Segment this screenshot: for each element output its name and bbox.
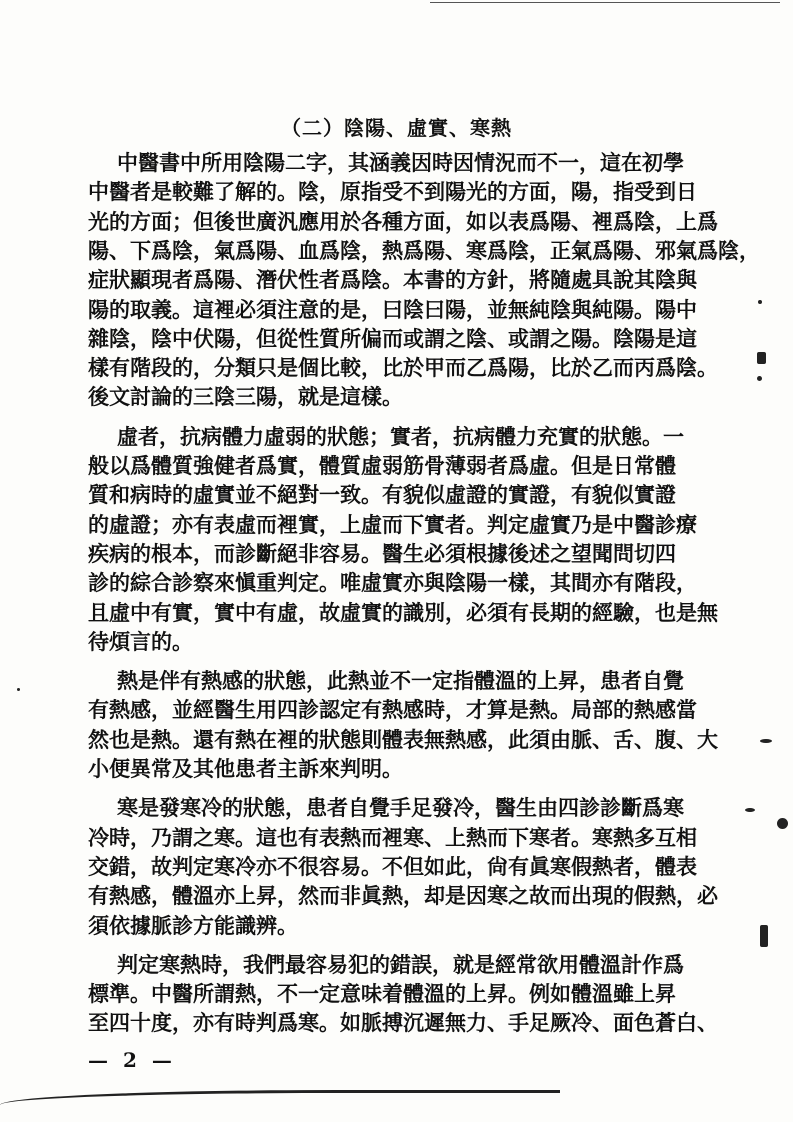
page-number: — 2 — — [88, 1048, 176, 1072]
text-line: 質和病時的虛實並不絕對一致。有貌似虛證的實證，有貌似實證 — [88, 482, 676, 508]
scan-speck — [17, 688, 20, 691]
text-line: 般以爲體質強健者爲實，體質虛弱筋骨薄弱者爲虛。但是日常體 — [88, 453, 676, 478]
text-line: 虛者，抗病體力虛弱的狀態；實者，抗病體力充實的狀態。一 — [117, 423, 684, 449]
text-line: 然也是熱。還有熱在裡的狀態則體表無熱感，此須由脈、舌、腹、大 — [88, 726, 718, 752]
scan-speck — [745, 808, 755, 812]
scan-speck — [760, 925, 768, 947]
text-line: 診的綜合診察來愼重判定。唯虛實亦與陰陽一樣，其間亦有階段， — [88, 570, 697, 596]
scan-speck — [760, 739, 772, 743]
scan-edge-line — [430, 2, 780, 3]
text-line: 中醫書中所用陰陽二字，其涵義因時因情況而不一，這在初學 — [117, 150, 684, 175]
scan-speck — [757, 352, 766, 364]
text-line: 雜陰，陰中伏陽，但從性質所偏而或謂之陰、或謂之陽。陰陽是這 — [88, 325, 697, 351]
text-line: 症狀顯現者爲陽、潛伏性者爲陰。本書的方針，將隨處具說其陰與 — [88, 267, 697, 293]
text-line: 樣有階段的，分類只是個比較，比於甲而乙爲陽，比於乙而丙爲陰。 — [88, 355, 718, 381]
text-line: 有熱感，並經醫生用四診認定有熱感時，才算是熱。局部的熱感當 — [88, 697, 697, 723]
text-line: 陽、下爲陰，氣爲陽、血爲陰，熱爲陽、寒爲陰，正氣爲陽、邪氣爲陰， — [88, 237, 760, 263]
section-heading: （二）陰陽、虛實、寒熱 — [281, 116, 512, 140]
text-line: 且虛中有實，實中有虛，故虛實的識別，必須有長期的經驗，也是無 — [88, 599, 718, 625]
text-line: 熱是伴有熱感的狀態，此熱並不一定指體溫的上昇，患者自覺 — [117, 668, 684, 694]
text-line: 小便異常及其他患者主訴來判明。 — [88, 756, 403, 781]
scan-speck — [777, 818, 788, 829]
text-line: 須依據脈診方能識辨。 — [88, 912, 298, 938]
scan-edge-curve — [0, 1090, 560, 1105]
text-line: 交錯，故判定寒冷亦不很容易。不但如此，尙有眞寒假熱者，體表 — [88, 853, 697, 879]
scan-speck — [758, 300, 762, 304]
text-line: 標準。中醫所謂熱，不一定意味着體溫的上昇。例如體溫雖上昇 — [88, 981, 676, 1007]
text-line: 陽的取義。這裡必須注意的是，曰陰曰陽，並無純陰與純陽。陽中 — [88, 296, 697, 322]
text-line: 疾病的根本，而診斷絕非容易。醫生必須根據後述之望聞問切四 — [88, 540, 676, 566]
text-line: 冷時，乃謂之寒。這也有表熱而裡寒、上熱而下寒者。寒熱多互相 — [88, 824, 697, 850]
scan-speck — [757, 376, 762, 381]
text-line: 至四十度，亦有時判爲寒。如脈搏沉遲無力、手足厥冷、面色蒼白、 — [88, 1010, 718, 1036]
text-line: 後文討論的三陰三陽，就是這樣。 — [88, 384, 403, 410]
text-line: 待煩言的。 — [88, 628, 193, 654]
text-line: 中醫者是較難了解的。陰，原指受不到陽光的方面，陽，指受到日 — [88, 179, 697, 205]
text-line: 有熱感，體溫亦上昇，然而非眞熱，却是因寒之故而出現的假熱，必 — [88, 883, 718, 909]
text-line: 寒是發寒冷的狀態，患者自覺手足發冷，醫生由四診診斷爲寒 — [117, 795, 684, 821]
text-line: 光的方面；但後世廣汎應用於各種方面，如以表爲陽、裡爲陰，上爲 — [88, 208, 718, 234]
text-line: 的虛證；亦有表虛而裡實，上虛而下實者。判定虛實乃是中醫診療 — [88, 511, 697, 537]
text-line: 判定寒熱時，我們最容易犯的錯誤，就是經常欲用體溫計作爲 — [117, 951, 684, 977]
